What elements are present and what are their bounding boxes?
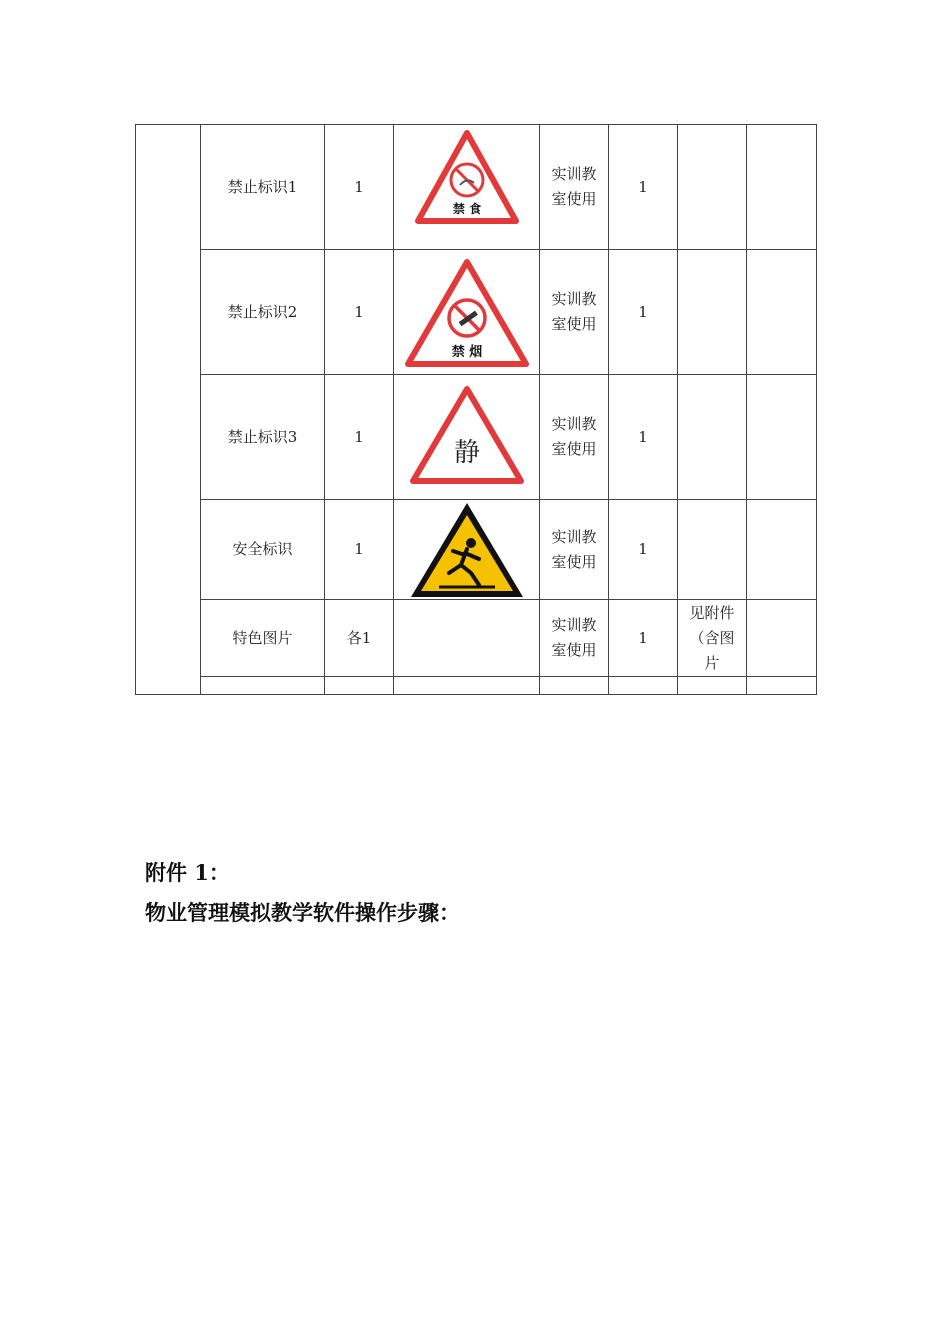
empty-cell [540, 677, 609, 695]
slippery-warning-sign-icon [409, 501, 525, 599]
attachment-heading: 附件 1： [145, 860, 230, 885]
count-cell: 1 [609, 125, 678, 250]
note-cell [678, 375, 747, 500]
usage-cell: 实训教室使用 [540, 125, 609, 250]
table-row [136, 677, 817, 695]
count-cell: 1 [609, 500, 678, 600]
merged-category-cell [136, 125, 201, 695]
usage-cell: 实训教室使用 [540, 500, 609, 600]
table-row [136, 125, 817, 250]
table-row [136, 500, 817, 600]
equipment-table [135, 124, 817, 695]
empty-cell [747, 677, 817, 695]
item-image-cell [394, 375, 540, 500]
item-image-cell [394, 600, 540, 677]
count-cell: 1 [609, 250, 678, 375]
empty-cell [201, 677, 325, 695]
item-image-cell [394, 250, 540, 375]
item-name-cell: 禁止标识2 [201, 250, 325, 375]
sign-caption: 禁 食 [452, 202, 481, 216]
empty-cell [394, 677, 540, 695]
note-cell: 见附件（含图片 [678, 600, 747, 677]
quiet-sign-icon [407, 381, 527, 493]
empty-cell [747, 250, 817, 375]
count-cell: 1 [609, 600, 678, 677]
usage-cell: 实训教室使用 [540, 375, 609, 500]
item-name-cell: 禁止标识1 [201, 125, 325, 250]
empty-cell [325, 677, 394, 695]
item-qty-cell: 1 [325, 500, 394, 600]
item-qty-cell: 1 [325, 375, 394, 500]
item-image-cell [394, 500, 540, 600]
note-cell [678, 125, 747, 250]
sign-caption: 静 [453, 438, 480, 468]
no-smoking-sign-icon [402, 252, 532, 372]
empty-cell [609, 677, 678, 695]
item-qty-cell: 各1 [325, 600, 394, 677]
empty-cell [678, 677, 747, 695]
item-qty-cell: 1 [325, 250, 394, 375]
usage-cell: 实训教室使用 [540, 250, 609, 375]
empty-cell [747, 375, 817, 500]
no-food-sign-icon [410, 125, 524, 249]
item-name-cell: 特色图片 [201, 600, 325, 677]
item-image-cell [394, 125, 540, 250]
item-qty-cell: 1 [325, 125, 394, 250]
empty-cell [747, 500, 817, 600]
section-title: 物业管理模拟教学软件操作步骤： [145, 900, 460, 925]
usage-cell: 实训教室使用 [540, 600, 609, 677]
sign-caption: 禁 烟 [451, 345, 482, 360]
note-cell [678, 250, 747, 375]
item-name-cell: 禁止标识3 [201, 375, 325, 500]
table-row [136, 250, 817, 375]
table-row [136, 375, 817, 500]
item-name-cell: 安全标识 [201, 500, 325, 600]
count-cell: 1 [609, 375, 678, 500]
table-row [136, 600, 817, 677]
note-cell [678, 500, 747, 600]
empty-cell [747, 125, 817, 250]
empty-cell [747, 600, 817, 677]
